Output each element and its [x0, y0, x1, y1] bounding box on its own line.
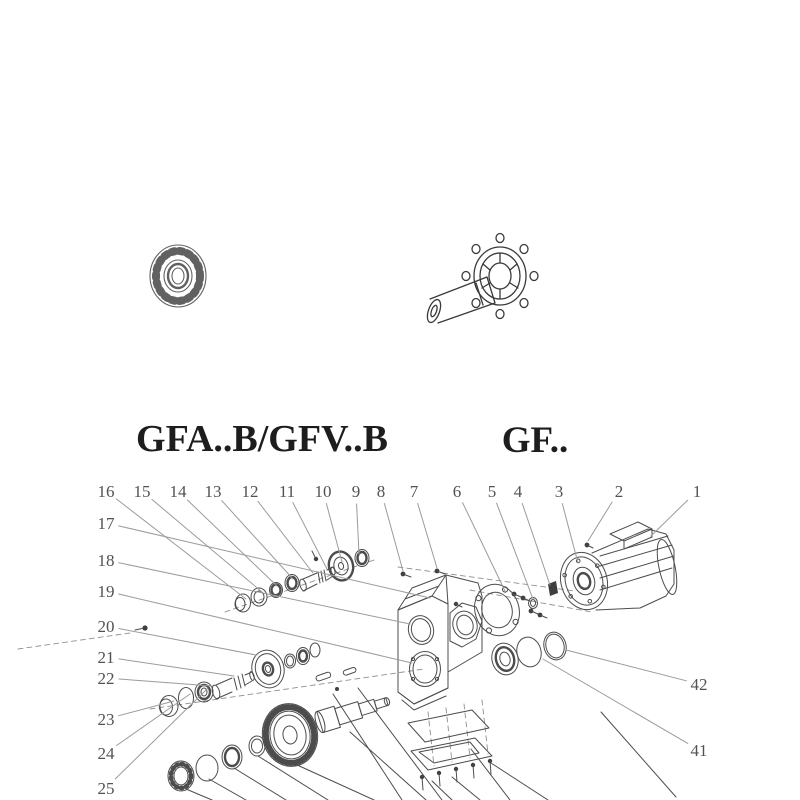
part-number: 10	[314, 482, 332, 501]
leader-line	[295, 764, 374, 800]
exploded-view	[18, 522, 681, 800]
assembly-bolts	[401, 569, 558, 618]
leader-line	[357, 504, 359, 554]
shaft-key	[315, 672, 331, 682]
part-number: 20	[97, 617, 115, 636]
part-number: 16	[97, 482, 115, 501]
part-number: 5	[487, 482, 497, 501]
leader-line	[293, 503, 327, 569]
part-number: 23	[97, 710, 115, 729]
part-number: 19	[97, 582, 115, 601]
leader-line	[651, 500, 688, 536]
leader-line	[452, 777, 480, 800]
part-number: 3	[554, 482, 564, 501]
part-number: 22	[97, 669, 115, 688]
leader-line	[234, 768, 286, 800]
part-number: 1	[692, 482, 702, 501]
leader-line	[588, 502, 612, 541]
leader-line	[333, 694, 402, 800]
hollow-shaft-bearing-face	[150, 245, 206, 307]
part-number: 21	[97, 648, 115, 667]
leader-line	[463, 503, 505, 591]
part-callouts	[98, 482, 708, 798]
part-number: 9	[351, 482, 361, 501]
leader-line	[209, 779, 246, 800]
leader-line	[543, 659, 688, 743]
leader-line	[418, 504, 437, 569]
part-number: 7	[409, 482, 419, 501]
leader-line	[350, 732, 426, 800]
part-number: 15	[133, 482, 151, 501]
leader-line	[117, 694, 190, 746]
leader-line	[119, 594, 412, 663]
leader-line	[119, 629, 256, 656]
shaft-key	[343, 667, 357, 676]
gear-housing	[398, 575, 482, 710]
bottom-cover-assembly	[408, 710, 492, 790]
leader-line	[152, 499, 262, 592]
output-circlip	[196, 755, 218, 781]
part-number: 8	[376, 482, 386, 501]
part-number: 42	[690, 675, 708, 694]
adapter-flange-ring	[468, 578, 526, 641]
type-labels	[136, 418, 568, 461]
output-bearing-row	[488, 630, 569, 678]
leader-line	[566, 650, 686, 681]
part-number: 12	[241, 482, 259, 501]
leader-line	[358, 688, 442, 800]
leader-line	[116, 499, 246, 599]
leader-line	[384, 504, 403, 572]
part-number: 14	[169, 482, 187, 501]
leader-line	[119, 659, 234, 676]
axis-dash-intermediate	[150, 669, 424, 709]
leader-line	[119, 701, 174, 716]
part-number: 4	[513, 482, 523, 501]
leader-line	[258, 501, 313, 573]
part-number: 6	[452, 482, 462, 501]
leader-line	[562, 504, 578, 563]
output-shaft	[313, 690, 393, 733]
terminal-box	[610, 522, 652, 549]
part-number: 2	[614, 482, 624, 501]
output-flange-and-shaft	[425, 234, 538, 325]
cropped-leader-lines	[186, 688, 676, 800]
leader-line	[119, 563, 410, 624]
part-number: 24	[97, 744, 115, 763]
seal-ring	[541, 630, 569, 663]
gearbox-right-drawing	[422, 9, 684, 372]
leader-line	[491, 763, 548, 800]
part-number: 11	[278, 482, 296, 501]
part-number: 13	[204, 482, 222, 501]
leader-line	[187, 500, 277, 586]
part-number: 25	[97, 779, 115, 798]
axis-dash-cover-bolts	[428, 700, 488, 766]
leader-line	[119, 526, 430, 598]
leader-line	[119, 679, 212, 686]
part-number: 41	[690, 741, 708, 760]
intermediate-gear	[248, 647, 288, 692]
plug-part	[135, 625, 148, 630]
output-gear	[257, 699, 322, 771]
leader-line	[601, 712, 676, 797]
leader-line	[522, 503, 550, 585]
leader-line	[186, 789, 212, 800]
part-number: 17	[97, 514, 115, 533]
right-type-label: GF..	[501, 420, 569, 461]
part-number: 18	[97, 551, 115, 570]
left-type-label: GFA..B/GFV..B	[136, 418, 388, 460]
gearbox-left-drawing	[100, 9, 362, 372]
motor	[554, 522, 681, 615]
